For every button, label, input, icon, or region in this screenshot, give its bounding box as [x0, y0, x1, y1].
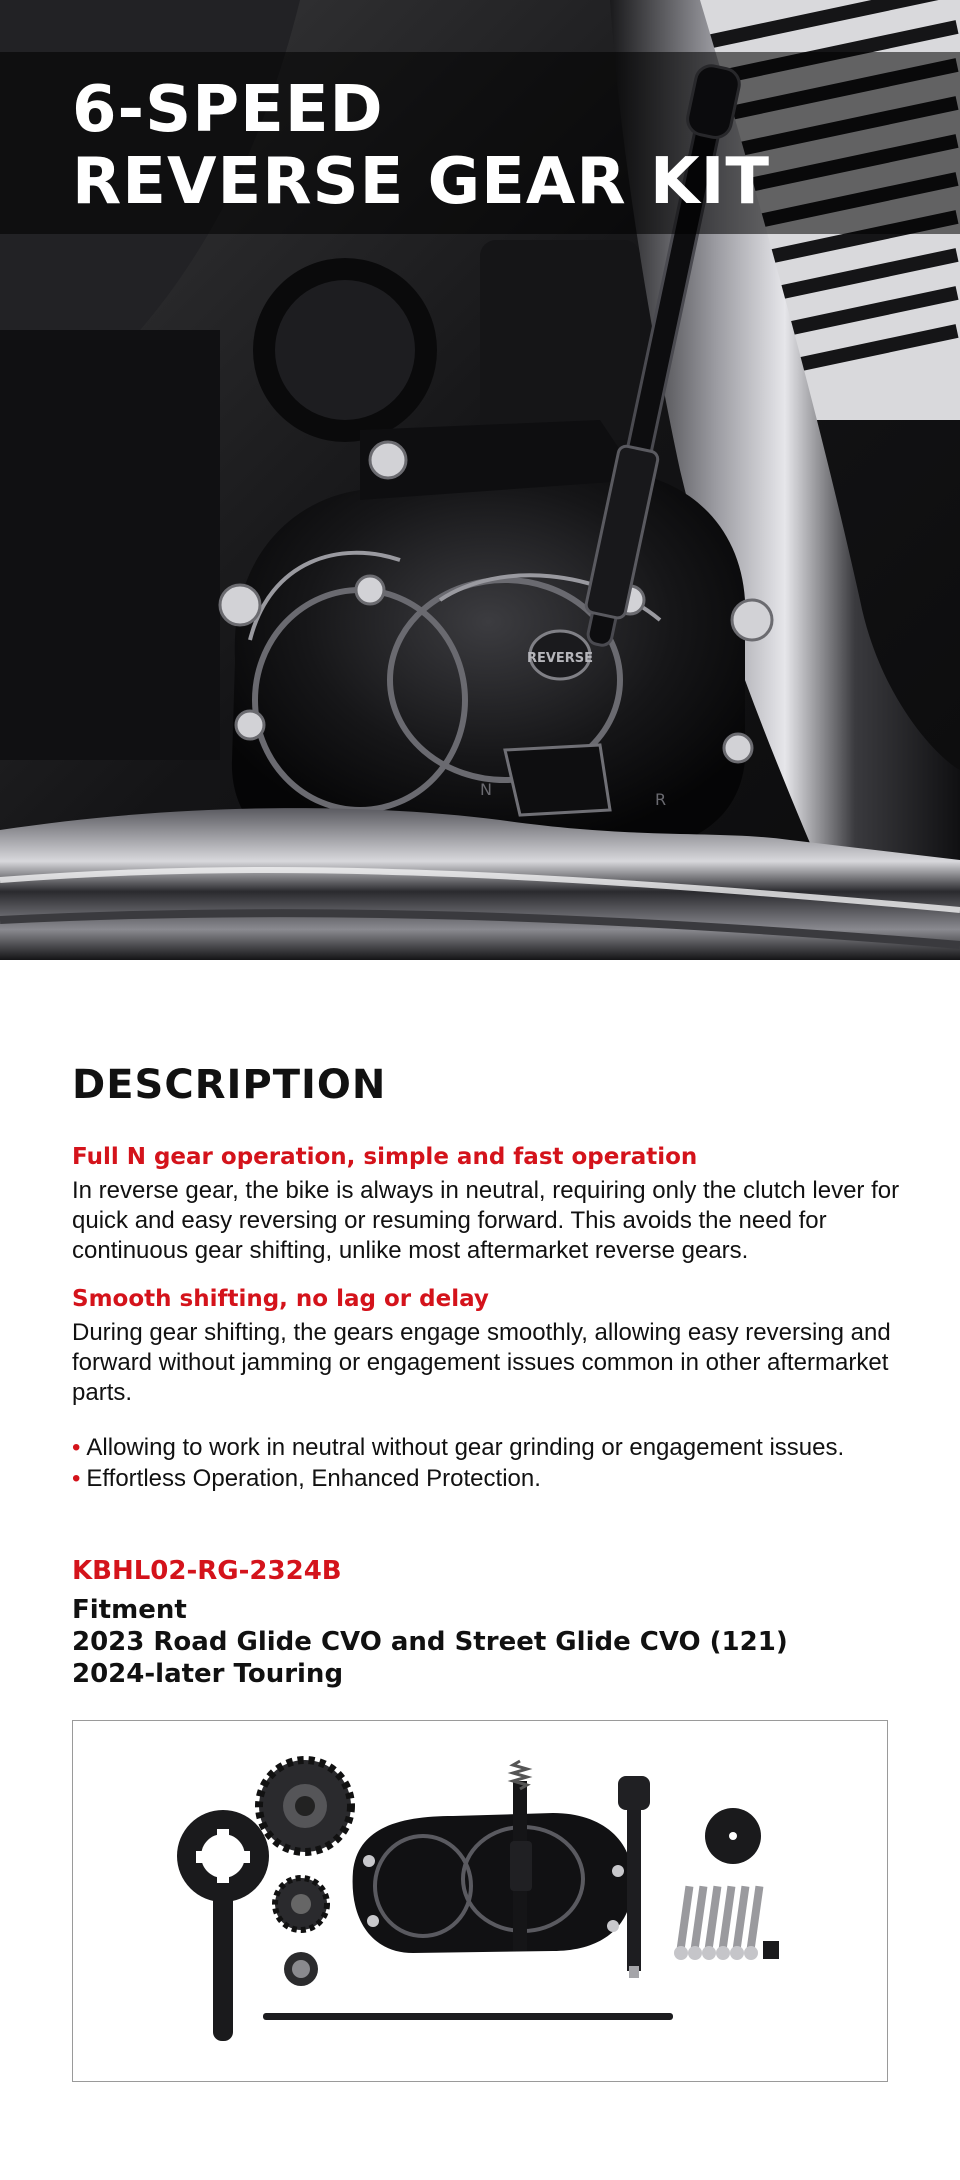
feature-1-title: Full N gear operation, simple and fast operation	[72, 1144, 698, 1170]
description-heading: DESCRIPTION	[72, 1062, 387, 1108]
kit-parts-illustration	[73, 1721, 887, 2081]
product-sku: KBHL02-RG-2324B	[72, 1556, 342, 1586]
hero-title	[72, 74, 770, 218]
bolt-set	[677, 1886, 764, 1950]
bullet-dot: •	[72, 1434, 81, 1461]
small-gear	[275, 1878, 327, 1930]
fitment-label: Fitment	[72, 1595, 187, 1625]
transmission-cover	[353, 1813, 633, 1953]
kit-contents-image	[72, 1720, 888, 2082]
cover-mark-right: R	[655, 790, 667, 809]
hero-title-line-1: 6-SPEED	[72, 73, 384, 147]
feature-2-title: Smooth shifting, no lag or delay	[72, 1286, 489, 1312]
bullet-text: Effortless Operation, Enhanced Protection.	[86, 1465, 541, 1492]
bullet-item	[72, 1432, 844, 1463]
feature-bullets	[72, 1432, 844, 1494]
large-gear	[259, 1760, 351, 1852]
fitment-line-1: 2023 Road Glide CVO and Street Glide CVO (121)	[72, 1627, 788, 1657]
bullet-dot: •	[72, 1465, 81, 1492]
fitment-line-2: 2024-later Touring	[72, 1659, 344, 1689]
cover-mark-left: N	[480, 780, 492, 799]
feature-2-text: During gear shifting, the gears engage smoothly, allowing easy reversing and forward without jamming or engagement issues common in other aftermarket parts.	[72, 1319, 891, 1406]
feature-1-text: In reverse gear, the bike is always in neutral, requiring only the clutch lever for quick and easy reversing or resuming forward. This avoids the need for continuous gear shifting, unlike most aftermarket reverse gears.	[72, 1177, 900, 1264]
bullet-item	[72, 1463, 844, 1494]
rod-emblem-text: REVERSE	[526, 651, 594, 666]
fitment-block	[72, 1594, 788, 1690]
bullet-text: Allowing to work in neutral without gear grinding or engagement issues.	[86, 1434, 845, 1461]
hero-title-line-2: REVERSE GEAR KIT	[72, 145, 771, 219]
